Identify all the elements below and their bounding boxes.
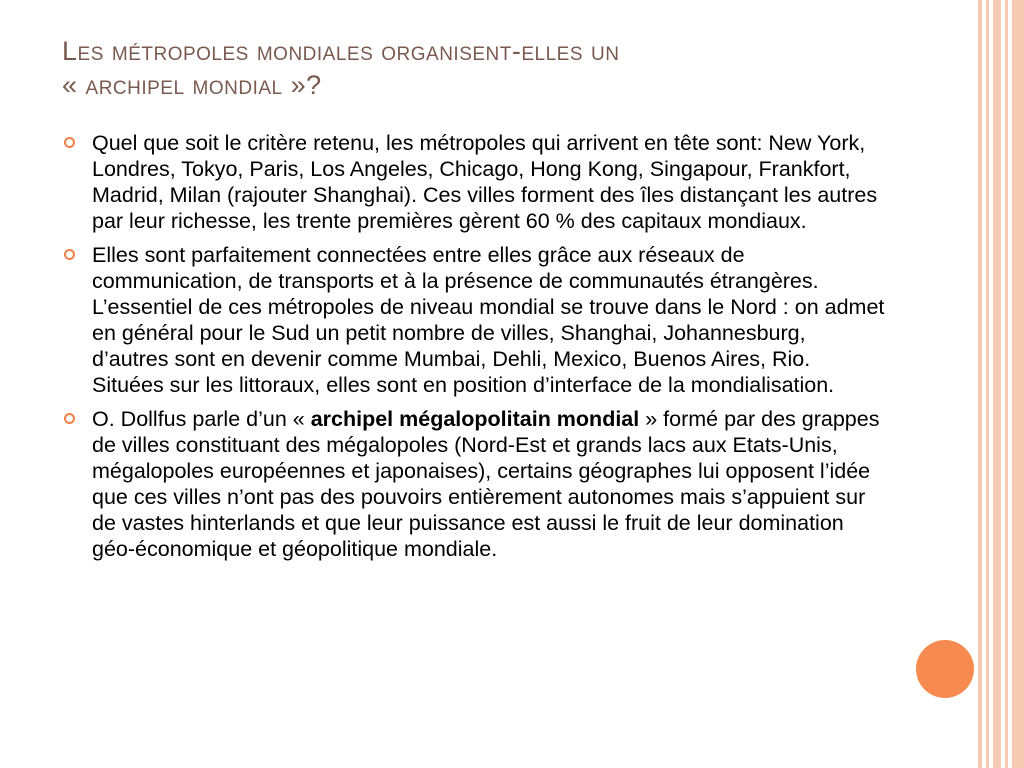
stripe-2 (986, 0, 989, 768)
bullet-text-3-after: » formé par des grappes de villes constituant des mégalopoles (Nord-Est et grands lacs aux Etats-Unis, mégalopoles européennes et japonaises), certains géographes lui opposent l’idée que ces villes n’ont pas des pouvoirs entièrement autonomes mais s’appuient sur de vastes hinterlands et que leur puissance est aussi le fruit de leur domination géo-économique et géopolitique mondiale. (92, 407, 880, 561)
bullet-text-2: Elles sont parfaitement connectées entre elles grâce aux réseaux de communication, de transports et à la présence de communautés étrangères. L’essentiel de ces métropoles de niveau mondial se trouve dans le Nord : on admet en général pour le Sud un petit nombre de villes, Shanghai, Johannesburg, d’autres sont en devenir comme Mumbai, Dehli, Mexico, Buenos Aires, Rio. Situées sur les littoraux, elles sont en position d’interface de la mondialisation. (92, 243, 885, 397)
title-line-2: « archipel mondial »? (62, 70, 322, 100)
stripe-4 (1005, 0, 1008, 768)
decorative-stripes (978, 0, 1024, 768)
ring-bullet-icon (64, 249, 75, 260)
bullet-item-3 (64, 406, 886, 562)
stripe-3 (993, 0, 1001, 768)
bullet-text-1: Quel que soit le critère retenu, les métropoles qui arrivent en tête sont: New York, Londres, Tokyo, Paris, Los Angeles, Chicago, Hong Kong, Singapour, Frankfort, Madrid, Milan (rajouter Shanghai). Ces villes forment des îles distançant les autres par leur richesse, les trente premières gèrent 60 % des capitaux mondiaux. (92, 131, 878, 233)
stripe-5 (1012, 0, 1024, 768)
ring-bullet-icon (64, 137, 75, 148)
bullet-text-3-bold: archipel mégalopolitain mondial (310, 407, 640, 431)
ring-bullet-icon (64, 413, 75, 424)
stripe-1 (978, 0, 982, 768)
bullet-text-3-before: O. Dollfus parle d’un « (92, 407, 311, 431)
bullet-item-1 (64, 130, 886, 234)
slide-title (62, 34, 882, 102)
bullet-list (64, 130, 886, 570)
decorative-circle (916, 640, 974, 698)
title-line-1: Les métropoles mondiales organisent-elles un (62, 36, 620, 66)
bullet-item-2 (64, 242, 886, 398)
